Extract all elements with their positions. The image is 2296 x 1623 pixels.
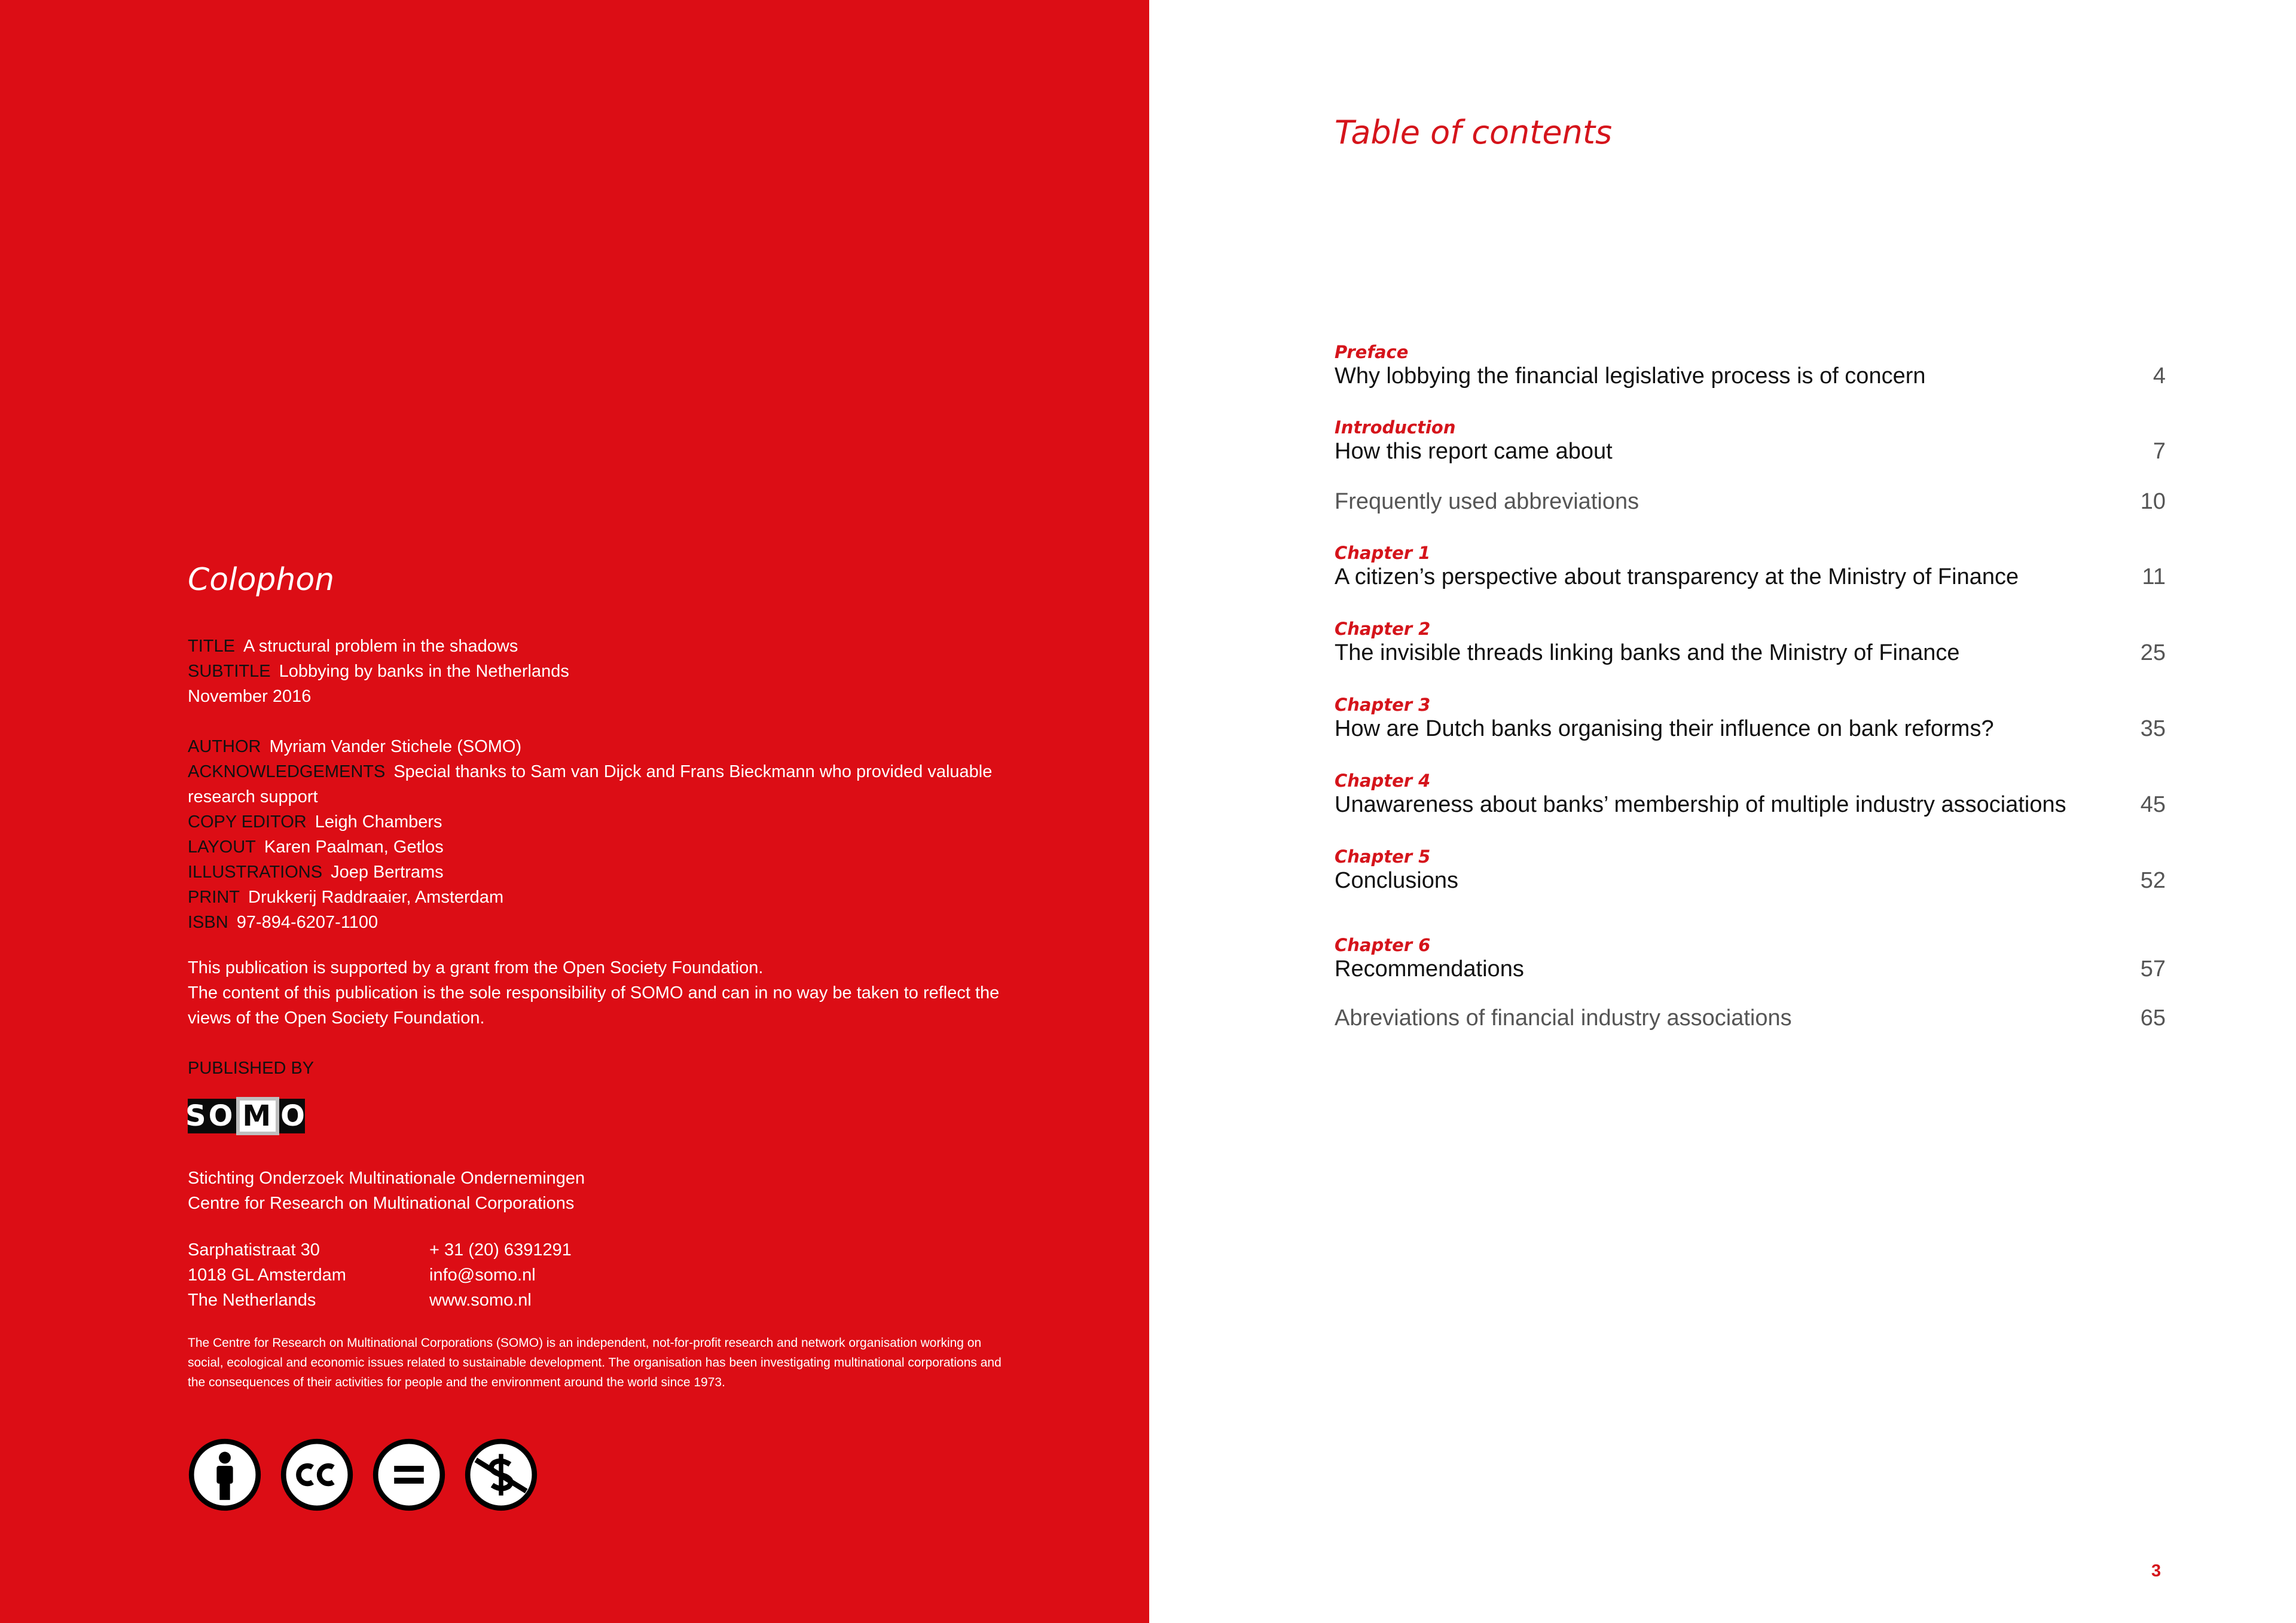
toc-entry-title: Why lobbying the financial legislative process is of concern [1335,363,1926,389]
layout-label: LAYOUT [188,838,256,857]
toc-entry-label: Chapter 4 [1335,771,1431,791]
toc-entry-preface[interactable] [1335,342,2166,390]
acknowledgements-label: ACKNOWLEDGEMENTS [188,762,386,781]
toc-entry-label: Preface [1335,342,1409,362]
toc-entry-label: Chapter 5 [1335,846,1431,867]
toc-entry-title: The invisible threads linking banks and the Ministry of Finance [1335,640,1960,665]
organisation-names [188,1166,1025,1216]
author-line [188,734,1025,759]
toc-entry-chapter-6[interactable] [1335,935,2166,983]
toc-entry-industry-abbreviations[interactable] [1335,1004,2166,1032]
isbn-value: 97-894-6207-1100 [236,913,378,932]
print-line [188,885,1025,910]
subtitle-label: SUBTITLE [188,662,271,681]
author-label: AUTHOR [188,737,261,756]
org-name-en: Centre for Research on Multinational Corporations [188,1194,575,1213]
website-url[interactable]: www.somo.nl [429,1291,532,1310]
colophon-heading: Colophon [188,562,335,598]
illustrations-line [188,860,1025,885]
illustrations-value: Joep Bertrams [331,863,444,882]
subtitle-value: Lobbying by banks in the Netherlands [279,662,569,681]
cc-icon [280,1438,354,1512]
title-value: A structural problem in the shadows [243,637,518,656]
acknowledgements-line [188,759,1001,809]
somo-logo [185,1099,307,1133]
toc-entry-label: Chapter 1 [1335,543,1431,563]
toc-entry-title: Conclusions [1335,868,1458,893]
support-line-2: The content of this publication is the sole responsibility of SOMO and can in no way be taken to reflect the views of the Open Society Foundation. [188,983,1000,1028]
phone-number: + 31 (20) 6391291 [429,1240,572,1260]
contact-details [429,1237,668,1313]
toc-entry-page: 35 [2140,716,2166,741]
org-name-nl: Stichting Onderzoek Multinationale Ondernemingen [188,1169,585,1188]
toc-entry-page: 11 [2142,564,2166,589]
toc-entry-page: 7 [2152,439,2166,464]
toc-entry-page: 65 [2140,1005,2166,1031]
print-label: PRINT [188,888,240,907]
toc-entry-title: How are Dutch banks organising their influence on bank reforms? [1335,716,1994,741]
email-address[interactable]: info@somo.nl [429,1266,536,1285]
isbn-line [188,910,1025,935]
toc-entry-introduction[interactable] [1335,417,2166,465]
address-line: The Netherlands [188,1291,316,1310]
toc-entry-label: Chapter 3 [1335,695,1431,715]
toc-heading: Table of contents [1335,114,1613,151]
published-by-label: PUBLISHED BY [188,1059,315,1078]
cc-nd-icon [372,1438,446,1512]
address-line: Sarphatistraat 30 [188,1240,320,1260]
about-somo: The Centre for Research on Multinational Corporations (SOMO) is an independent, not-for-profit research and network organisation working on social, ecological and economic issues related to sustainable development. The organisation has been investigating multinational corporations and the consequences of their activities for people and the environment around the world since 1973. [188,1336,1002,1389]
toc-entry-title: Frequently used abbreviations [1335,489,1639,514]
toc-entry-label: Chapter 2 [1335,619,1431,639]
copy-editor-label: COPY EDITOR [188,812,307,832]
toc-entry-page: 52 [2140,868,2166,893]
toc-entry-label: Introduction [1335,417,1456,438]
copy-editor-line [188,809,1025,835]
author-value: Myriam Vander Stichele (SOMO) [269,737,522,756]
toc-entry-label: Chapter 6 [1335,935,1431,955]
credits [188,734,1025,935]
page-number: 3 [2151,1561,2161,1581]
toc-entry-chapter-1[interactable] [1335,543,2166,591]
layout-value: Karen Paalman, Getlos [264,838,444,857]
toc-entry-title: Abreviations of financial industry associations [1335,1005,1792,1031]
title-label: TITLE [188,637,235,656]
toc-entry-chapter-4[interactable] [1335,771,2166,818]
isbn-label: ISBN [188,913,228,932]
toc-entry-page: 10 [2140,489,2166,514]
subtitle-line [188,659,1025,684]
toc-entry-page: 4 [2152,363,2166,389]
toc-entry-title: A citizen’s perspective about transparency at the Ministry of Finance [1335,564,2019,589]
toc-entry-title: Recommendations [1335,956,1524,982]
layout-line [188,835,1025,860]
logo-letter-o: O [208,1099,236,1133]
toc-entry-abbreviations[interactable] [1335,488,2166,515]
logo-letter-s: S [185,1099,209,1133]
copy-editor-value: Leigh Chambers [315,812,442,832]
support-note [188,955,1025,1031]
toc-entry-page: 25 [2140,640,2166,665]
logo-letter-o2: O [280,1099,307,1133]
logo-letter-m: M [236,1097,279,1135]
support-line-1: This publication is supported by a grant from the Open Society Foundation. [188,958,764,977]
cc-by-icon [188,1438,262,1512]
acknowledgements-value: Special thanks to Sam van Dijck and Frans Bieckmann who provided valuable research support [188,762,993,806]
address [188,1237,427,1313]
toc-entry-chapter-5[interactable] [1335,846,2166,894]
address-line: 1018 GL Amsterdam [188,1266,346,1285]
publication-date: November 2016 [188,687,312,706]
publication-info [188,634,1025,709]
print-value: Drukkerij Raddraaier, Amsterdam [248,888,504,907]
illustrations-label: ILLUSTRATIONS [188,863,323,882]
cc-nc-icon [464,1438,538,1512]
toc-entry-chapter-2[interactable] [1335,619,2166,667]
toc-entry-page: 45 [2140,792,2166,817]
toc-entry-title: How this report came about [1335,439,1613,464]
published-by [188,1056,1025,1081]
toc-entry-chapter-3[interactable] [1335,695,2166,742]
title-line [188,634,1025,659]
toc-entry-title: Unawareness about banks’ membership of multiple industry associations [1335,792,2066,817]
license-icons [188,1438,538,1512]
toc-entry-page: 57 [2140,956,2166,982]
